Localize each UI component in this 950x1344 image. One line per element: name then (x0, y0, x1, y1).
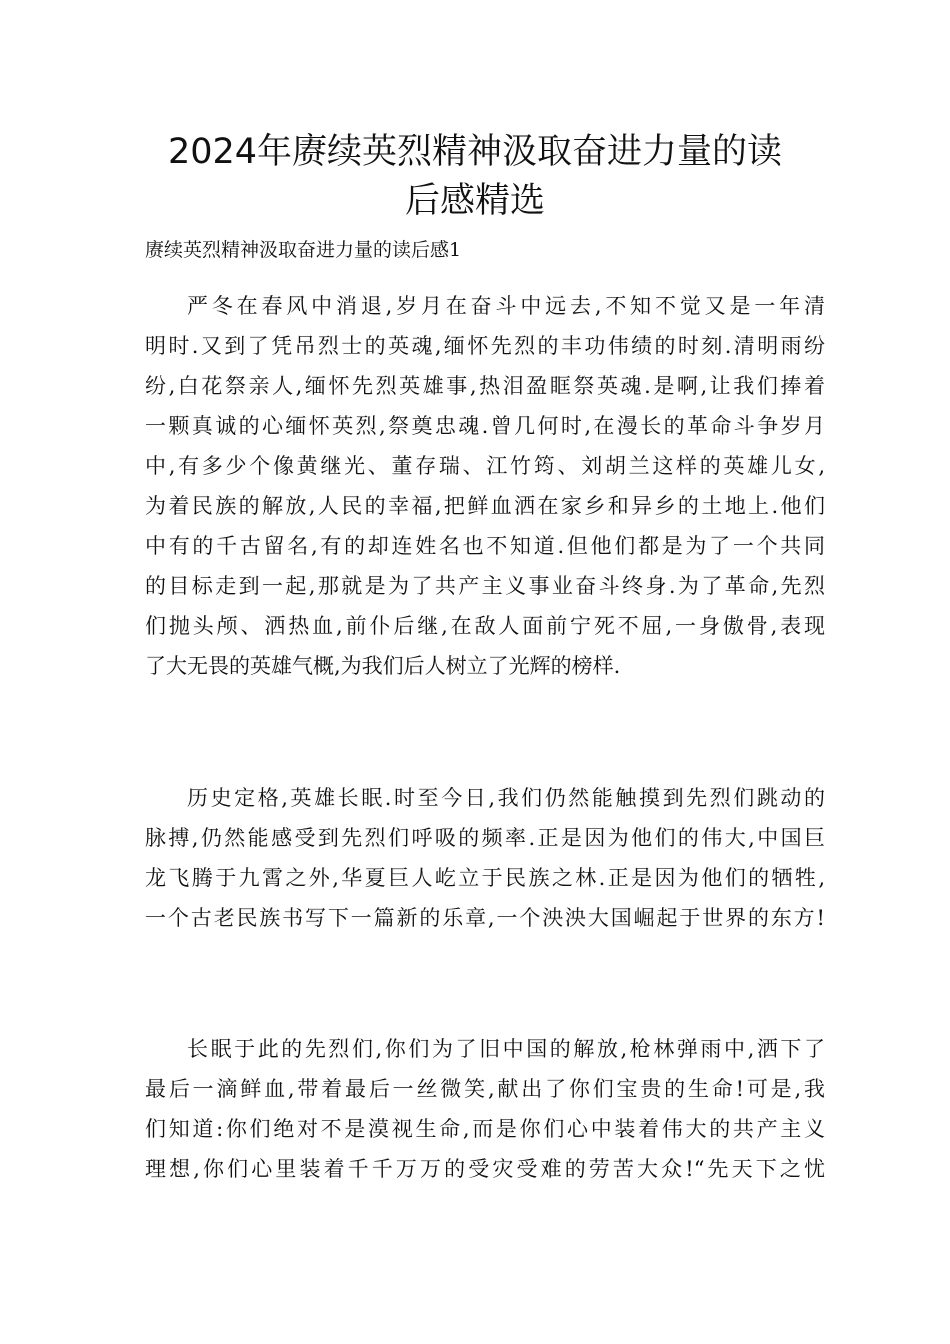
section-heading: 赓续英烈精神汲取奋进力量的读后感1 (145, 239, 462, 261)
text-line: 严冬在春风中消退,岁月在奋斗中远去,不知不觉又是一年清 (187, 294, 825, 318)
text-line: 一颗真诚的心缅怀英烈,祭奠忠魂.曾几何时,在漫长的革命斗争岁月 (145, 414, 825, 438)
document-title (120, 128, 830, 226)
text-line: 理想,你们心里装着千千万万的受灾受难的劳苦大众!“先天下之忧 (145, 1157, 825, 1181)
text-line: 的目标走到一起,那就是为了共产主义事业奋斗终身.为了革命,先烈 (145, 574, 825, 598)
text-line: 龙飞腾于九霄之外,华夏巨人屹立于民族之林.正是因为他们的牺牲, (145, 866, 825, 890)
text-line: 中,有多少个像黄继光、董存瑞、江竹筠、刘胡兰这样的英雄儿女, (145, 454, 825, 478)
text-line: 最后一滴鲜血,带着最后一丝微笑,献出了你们宝贵的生命!可是,我 (145, 1077, 825, 1101)
paragraph (145, 1029, 825, 1189)
text-line: 历史定格,英雄长眠.时至今日,我们仍然能触摸到先烈们跳动的 (187, 786, 825, 810)
title-line: 2024年赓续英烈精神汲取奋进力量的读 (167, 132, 783, 172)
paragraph (145, 778, 825, 938)
text-line: 明时.又到了凭吊烈士的英魂,缅怀先烈的丰功伟绩的时刻.清明雨纷 (145, 334, 825, 358)
text-line: 纷,白花祭亲人,缅怀先烈英雄事,热泪盈眶祭英魂.是啊,让我们捧着 (145, 374, 825, 398)
text-line: 脉搏,仍然能感受到先烈们呼吸的频率.正是因为他们的伟大,中国巨 (145, 826, 825, 850)
text-line: 们知道:你们绝对不是漠视生命,而是你们心中装着伟大的共产主义 (145, 1117, 825, 1141)
text-line: 一个古老民族书写下一篇新的乐章,一个泱泱大国崛起于世界的东方! (145, 906, 825, 930)
text-line: 长眠于此的先烈们,你们为了旧中国的解放,枪林弹雨中,洒下了 (187, 1037, 825, 1061)
text-line: 们抛头颅、洒热血,前仆后继,在敌人面前宁死不屈,一身傲骨,表现 (145, 614, 825, 638)
title-line: 后感精选 (404, 181, 545, 221)
text-line: 中有的千古留名,有的却连姓名也不知道.但他们都是为了一个共同 (145, 534, 825, 558)
text-line: 了大无畏的英雄气概,为我们后人树立了光辉的榜样. (145, 654, 621, 678)
text-line: 为着民族的解放,人民的幸福,把鲜血洒在家乡和异乡的土地上.他们 (145, 494, 825, 518)
paragraph (145, 286, 825, 686)
